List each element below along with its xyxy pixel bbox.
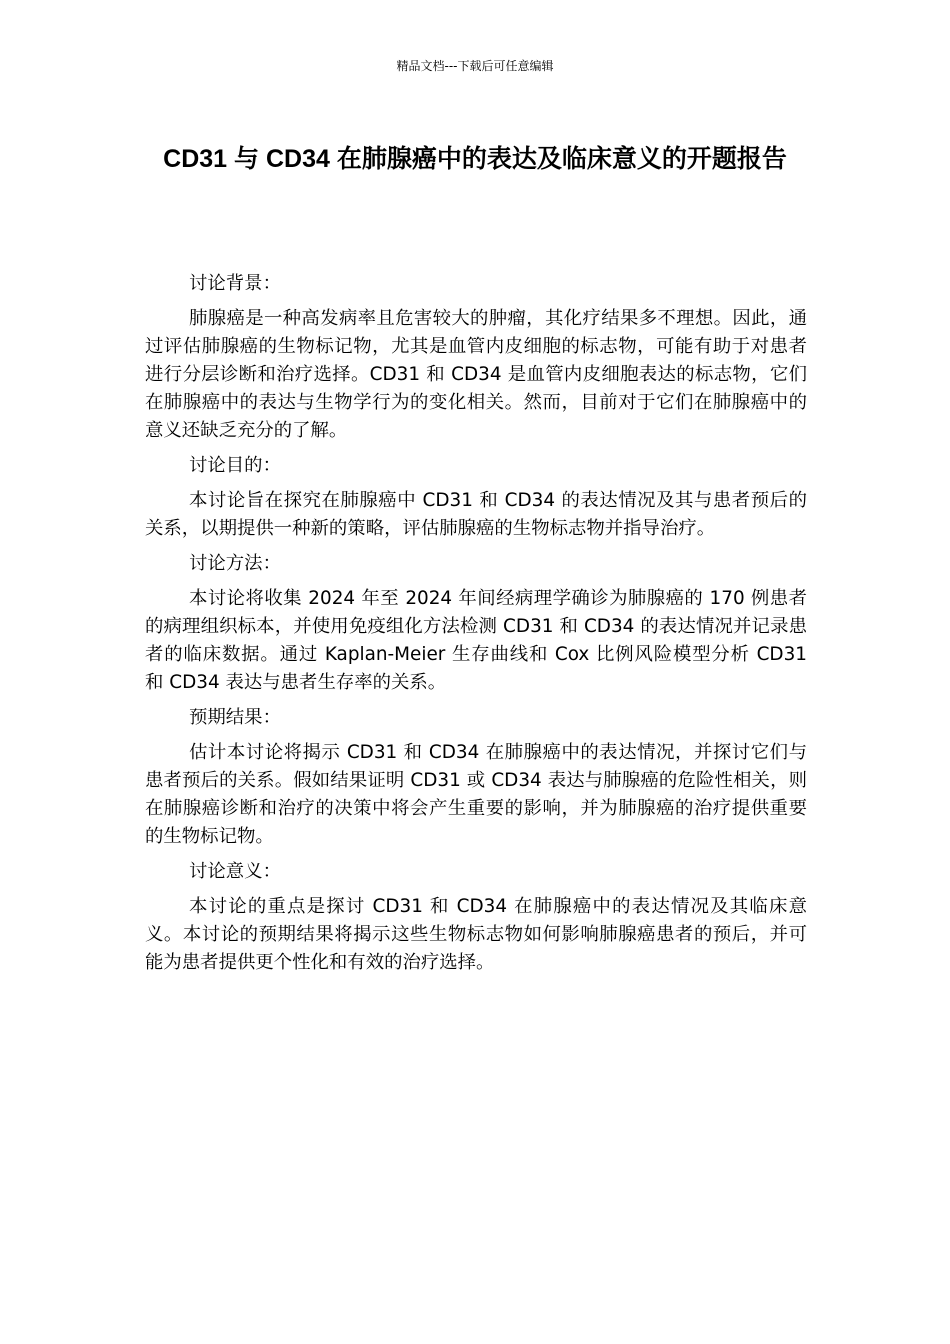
section-heading: 讨论背景： <box>189 273 281 294</box>
section-paragraph: 肺腺癌是一种高发病率且危害较大的肿瘤，其化疗结果多不理想。因此，通过评估肺腺癌的生物标记物，尤其是血管内皮细胞的标志物，可能有助于对患者进行分层诊断和治疗选择。CD31 和 CD34 是血管内皮细胞表达的标志物，它们在肺腺癌中的表达与生物学行为的变化相关。然而，目前对于它们在肺腺癌中的意义还缺乏充分的了解。 <box>145 308 807 441</box>
section-heading: 预期结果： <box>189 707 281 728</box>
section-paragraph: 本讨论将收集 2024 年至 2024 年间经病理学确诊为肺腺癌的 170 例患者的病理组织标本，并使用免疫组化方法检测 CD31 和 CD34 的表达情况并记录患者的临床数据。通过 Kaplan-Meier 生存曲线和 Cox 比例风险模型分析 CD31 和 CD34 表达与患者生存率的关系。 <box>145 588 807 693</box>
section-significance <box>145 858 807 977</box>
section-paragraph: 本讨论旨在探究在肺腺癌中 CD31 和 CD34 的表达情况及其与患者预后的关系，以期提供一种新的策略，评估肺腺癌的生物标志物并指导治疗。 <box>145 490 807 539</box>
section-objective <box>145 452 807 543</box>
section-heading: 讨论方法： <box>189 553 281 574</box>
page-header-note: 精品文档---下载后可任意编辑 <box>396 59 554 73</box>
section-methods <box>145 550 807 697</box>
section-paragraph: 本讨论的重点是探讨 CD31 和 CD34 在肺腺癌中的表达情况及其临床意义。本讨论的预期结果将揭示这些生物标志物如何影响肺腺癌患者的预后，并可能为患者提供更个性化和有效的治疗选择。 <box>145 896 807 973</box>
section-heading: 讨论目的： <box>189 455 281 476</box>
section-heading: 讨论意义： <box>189 861 281 882</box>
document-body <box>145 270 807 984</box>
section-background <box>145 270 807 445</box>
document-title: CD31 与 CD34 在肺腺癌中的表达及临床意义的开题报告 <box>163 145 787 173</box>
section-paragraph: 估计本讨论将揭示 CD31 和 CD34 在肺腺癌中的表达情况，并探讨它们与患者预后的关系。假如结果证明 CD31 或 CD34 表达与肺腺癌的危险性相关，则在肺腺癌诊断和治疗的决策中将会产生重要的影响，并为肺腺癌的治疗提供重要的生物标记物。 <box>145 742 807 847</box>
section-expected-results <box>145 704 807 851</box>
